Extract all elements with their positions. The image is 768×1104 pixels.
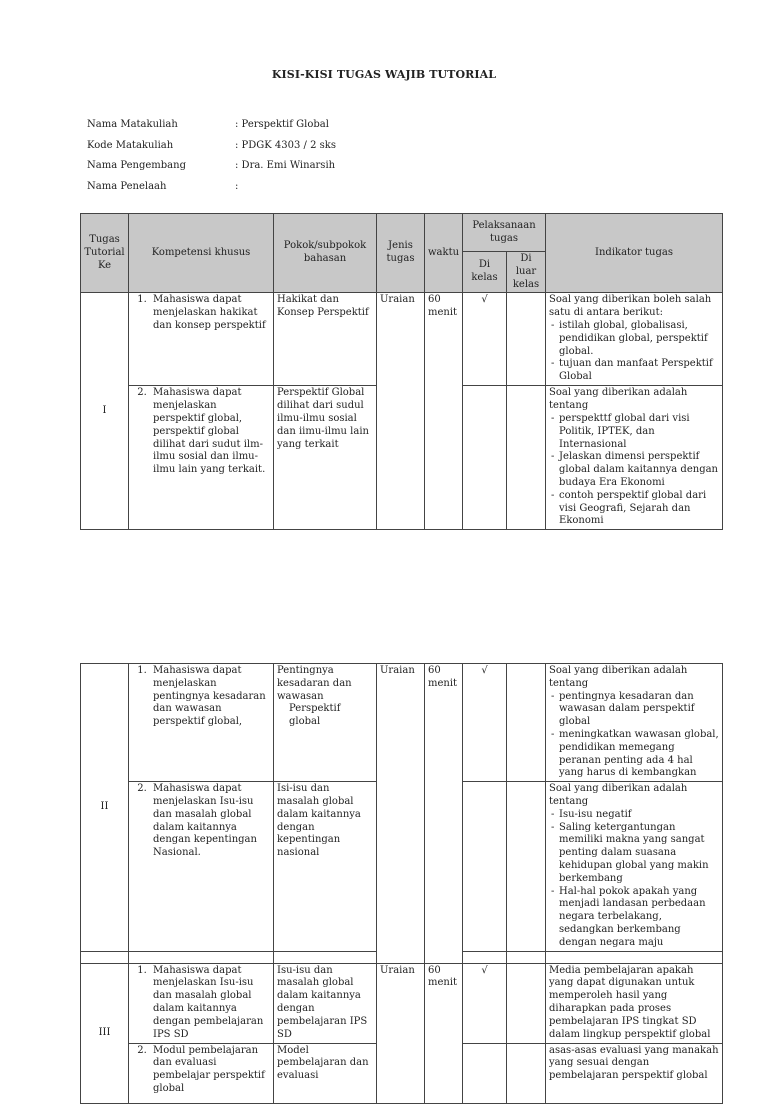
check-mark: √ bbox=[463, 963, 507, 1043]
pokok-cell: Isu-isu dan masalah global dalam kaitannya dengan pembelajaran IPS SD bbox=[274, 963, 377, 1043]
kisi-table-part-1 bbox=[80, 213, 723, 530]
pokok-cell: Perspektif Global dilihat dari sudul ilmu-ilmu sosial dan iimu-ilmu lain yang terkait bbox=[274, 386, 377, 530]
jenis-cell: Uraian bbox=[377, 293, 425, 530]
kompetensi-cell: 2. Modul pembelajaran dan evaluasi pembelajar perspektif global bbox=[129, 1043, 274, 1103]
info-label: Nama Penelaah bbox=[87, 180, 167, 192]
di-kelas-cell bbox=[463, 386, 507, 530]
indikator-cell: Soal yang diberikan adalah tentang - pentingnya kesadaran dan wawasan dalam perspektif global - meningkatkan wawasan global, pendidikan memegang peranan penting ada 4 hal yang harus di kembangkan bbox=[546, 664, 723, 782]
header-di-kelas: Di kelas bbox=[463, 252, 507, 293]
kompetensi-cell: 2. Mahasiswa dapat menjelaskan Isu-isu dan masalah global dalam kaitannya dengan kepentingan Nasional. bbox=[129, 782, 274, 951]
document-title: KISI-KISI TUGAS WAJIB TUTORIAL bbox=[271, 68, 497, 81]
header-jenis: Jenis tugas bbox=[377, 214, 425, 293]
header-tugas: Tugas Tutorial Ke bbox=[81, 214, 129, 293]
header-waktu: waktu bbox=[425, 214, 463, 293]
info-label: Kode Matakuliah bbox=[87, 139, 174, 151]
tugas-number: III bbox=[81, 963, 129, 1103]
header-pelaksanaan: Pelaksanaan tugas bbox=[463, 214, 546, 252]
indikator-cell: Soal yang diberikan boleh salah satu di antara berikut: - istilah global, globalisasi, pendidikan global, perspektif global. - tujuan dan manfaat Perspektif Global bbox=[546, 293, 723, 386]
di-kelas-cell bbox=[463, 782, 507, 951]
indikator-cell: asas-asas evaluasi yang manakah yang sesuai dengan pembelajaran perspektif global bbox=[546, 1043, 723, 1103]
table-row bbox=[81, 293, 723, 386]
indikator-cell: Soal yang diberikan adalah tentang - Isu-isu negatif - Saling ketergantungan memiliki makna yang sangat penting dalam suasana kehidupan global yang makin berkembang - Hal-hal pokok apakah yang menjadi landasan perbedaan negara terbelakang, sedangkan berkembang dengan negara maju bbox=[546, 782, 723, 951]
di-luar-cell bbox=[507, 664, 546, 782]
di-luar-cell bbox=[507, 1043, 546, 1103]
pokok-cell: Pentingnya kesadaran dan wawasan Perspektif global bbox=[274, 664, 377, 782]
kompetensi-cell: 1. Mahasiswa dapat menjelaskan pentingnya kesadaran dan wawasan perspektif global, bbox=[129, 664, 274, 782]
di-luar-cell bbox=[507, 963, 546, 1043]
jenis-cell: Uraian bbox=[377, 963, 425, 1103]
kompetensi-cell: 1. Mahasiswa dapat menjelaskan hakikat dan konsep perspektif bbox=[129, 293, 274, 386]
waktu-cell: 60 menit bbox=[425, 664, 463, 964]
tugas-number: I bbox=[81, 293, 129, 530]
waktu-cell: 60 menit bbox=[425, 293, 463, 530]
info-label: Nama Matakuliah bbox=[87, 119, 178, 130]
table-row bbox=[81, 664, 723, 782]
kompetensi-cell: 1. Mahasiswa dapat menjelaskan Isu-isu dan masalah global dalam kaitannya dengan pembelajaran IPS SD bbox=[129, 963, 274, 1043]
di-kelas-cell bbox=[463, 1043, 507, 1103]
pokok-cell: Isi-isu dan masalah global dalam kaitannya dengan kepentingan nasional bbox=[274, 782, 377, 951]
info-label: Nama Pengembang bbox=[87, 160, 186, 171]
header-di-luar-kelas: Di luar kelas bbox=[507, 252, 546, 293]
table-row bbox=[81, 963, 723, 1043]
header-kompetensi: Kompetensi khusus bbox=[129, 214, 274, 293]
pokok-cell: Model pembelajaran dan evaluasi bbox=[274, 1043, 377, 1103]
info-value: : Perspektif Global bbox=[235, 119, 329, 130]
di-luar-cell bbox=[507, 386, 546, 530]
tugas-number: II bbox=[81, 664, 129, 952]
jenis-cell: Uraian bbox=[377, 664, 425, 964]
header-pokok: Pokok/subpokok bahasan bbox=[274, 214, 377, 293]
header-indikator: Indikator tugas bbox=[546, 214, 723, 293]
info-value: : Dra. Emi Winarsih bbox=[235, 160, 336, 171]
waktu-cell: 60 menit bbox=[425, 963, 463, 1103]
info-value: : PDGK 4303 / 2 sks bbox=[235, 139, 336, 151]
indikator-cell: Soal yang diberikan adalah tentang - perspekttf global dari visi Politik, IPTEK, dan Internasional - Jelaskan dimensi perspektif global dalam kaitannya dengan budaya Era Ekonomi - contoh perspektif global dari visi Geografi, Sejarah dan Ekonomi bbox=[546, 386, 723, 530]
check-mark: √ bbox=[463, 664, 507, 782]
pokok-cell: Hakikat dan Konsep Perspektif bbox=[274, 293, 377, 386]
info-value: : bbox=[235, 180, 239, 192]
di-luar-cell bbox=[507, 782, 546, 951]
di-luar-cell bbox=[507, 293, 546, 386]
kisi-table-part-2 bbox=[80, 663, 723, 1104]
indikator-cell: Media pembelajaran apakah yang dapat digunakan untuk memperoleh hasil yang diharapkan pada proses pembelajaran IPS tingkat SD dalam lingkup perspektif global bbox=[546, 963, 723, 1043]
check-mark: √ bbox=[463, 293, 507, 386]
kompetensi-cell: 2. Mahasiswa dapat menjelaskan perspektif global, perspektif global dilihat dari sudut ilm-ilmu sosial dan ilmu-ilmu lain yang terkait. bbox=[129, 386, 274, 530]
